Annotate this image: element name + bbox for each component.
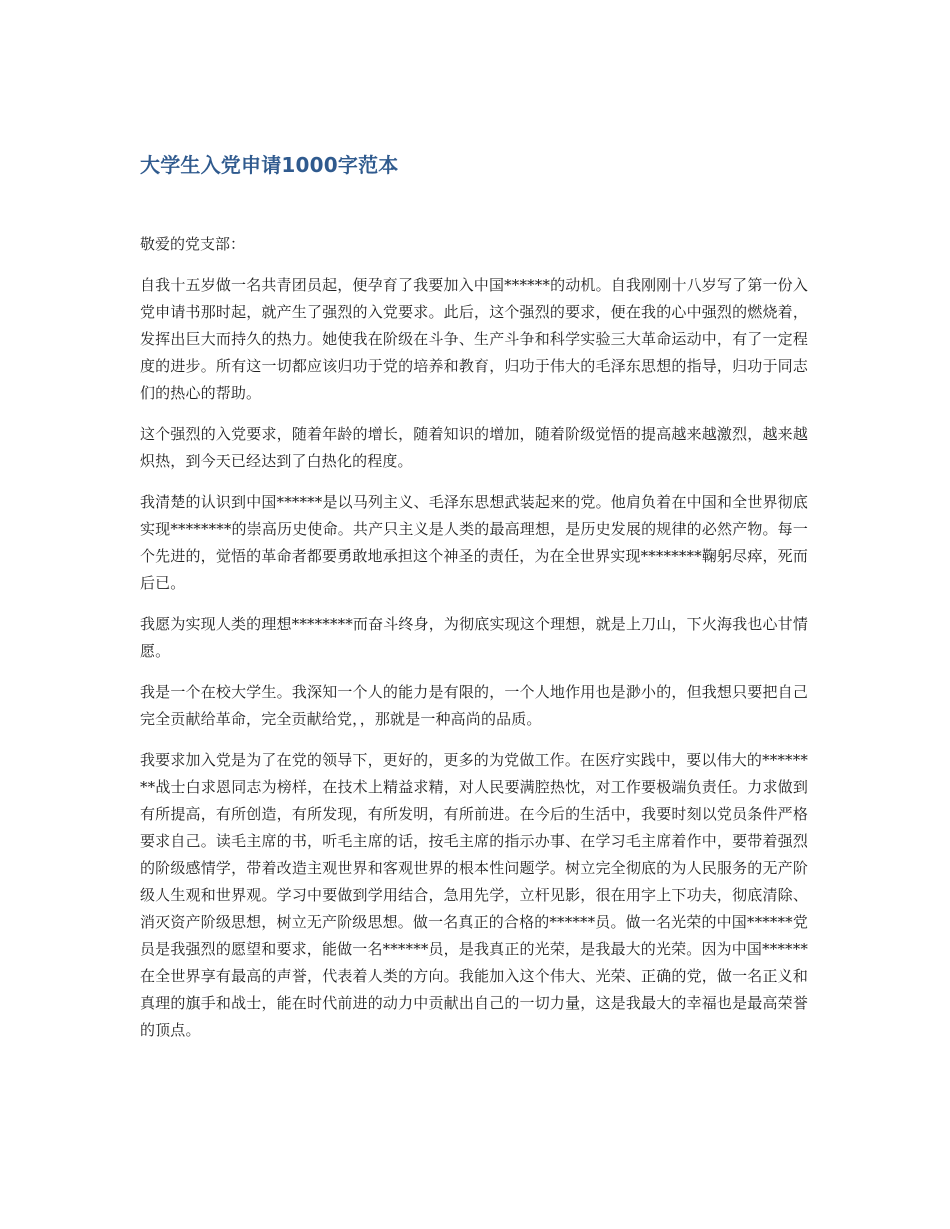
paragraph-4: 我愿为实现人类的理想********而奋斗终身，为彻底实现这个理想，就是上刀山，下火海我也心甘情愿。 bbox=[140, 615, 808, 660]
paragraph-1: 自我十五岁做一名共青团员起，便孕育了我要加入中国******的动机。自我刚刚十八岁写了第一份入党申请书那时起，就产生了强烈的入党要求。此后，这个强烈的要求，便在我的心中强烈的燃烧着，发挥出巨大而持久的热力。她使我在阶级在斗争、生产斗争和科学实验三大革命运动中，有了一定程度的进步。所有这一切都应该归功于党的培养和教育，归功于伟大的毛泽东思想的指导，归功于同志们的热心的帮助。 bbox=[140, 276, 808, 402]
document-body bbox=[140, 150, 808, 1058]
paragraph-2: 这个强烈的入党要求，随着年龄的增长，随着知识的增加，随着阶级觉悟的提高越来越激烈，越来越炽热，到今天已经达到了白热化的程度。 bbox=[140, 425, 808, 470]
paragraph-6: 我要求加入党是为了在党的领导下，更好的，更多的为党做工作。在医疗实践中，要以伟大的********战士白求恩同志为榜样，在技术上精益求精，对人民要满腔热忱，对工作要极端负责任。力求做到有所提高，有所创造，有所发现，有所发明，有所前进。在今后的生活中，我要时刻以党员条件严格要求自己。读毛主席的书，听毛主席的话，按毛主席的指示办事、在学习毛主席着作中，要带着强烈的阶级感情学，带着改造主观世界和客观世界的根本性问题学。树立完全彻底的为人民服务的无产阶级人生观和世界观。学习中要做到学用结合，急用先学，立杆见影，很在用字上下功夫，彻底清除、消灭资产阶级思想，树立无产阶级思想。做一名真正的合格的******员。做一名光荣的中国******党员是我强烈的愿望和要求，能做一名******员，是我真正的光荣，是我最大的光荣。因为中国******在全世界享有最高的声誉，代表着人类的方向。我能加入这个伟大、光荣、正确的党，做一名正义和真理的旗手和战士，能在时代前进的动力中贡献出自己的一切力量，这是我最大的幸福也是最高荣誉的顶点。 bbox=[140, 751, 808, 1039]
paragraph-3: 我清楚的认识到中国******是以马列主义、毛泽东思想武装起来的党。他肩负着在中国和全世界彻底实现********的崇高历史使命。共产只主义是人类的最高理想，是历史发展的规律的必然产物。每一个先进的，觉悟的革命者都要勇敢地承担这个神圣的责任，为在全世界实现********鞠躬尽瘁，死而后已。 bbox=[140, 493, 808, 592]
paragraph-5: 我是一个在校大学生。我深知一个人的能力是有限的，一个人地作用也是渺小的，但我想只要把自己完全贡献给革命，完全贡献给党，，那就是一种高尚的品质。 bbox=[140, 683, 808, 728]
salutation: 敬爱的党支部： bbox=[140, 235, 246, 253]
document-title: 大学生入党申请1000字范本 bbox=[140, 153, 399, 177]
